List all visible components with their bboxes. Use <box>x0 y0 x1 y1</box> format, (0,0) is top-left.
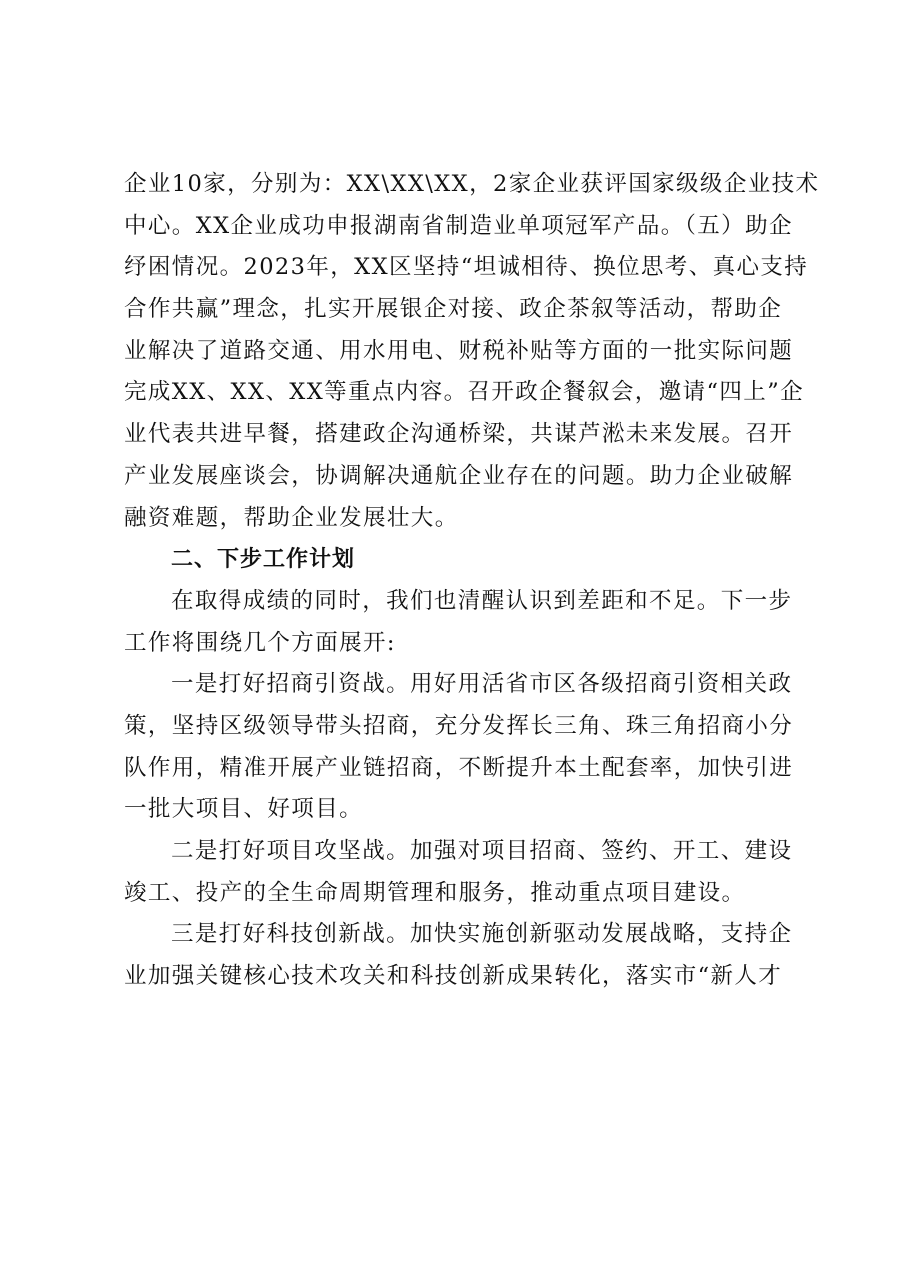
paragraph-line: 工作将围绕几个方面展开: <box>124 629 396 656</box>
document-body <box>124 164 820 998</box>
paragraph-line: 策，坚持区级领导带头招商，充分发挥长三角、珠三角招商小分 <box>124 712 794 739</box>
paragraph-line: 一批大项目、好项目。 <box>124 796 364 823</box>
paragraph-line: 完成XX、XX、XX等重点内容。召开政企餐叙会，邀请“四上”企 <box>124 379 805 406</box>
paragraph-line: 业代表共进早餐，搭建政企沟通桥梁，共谋芦淞未来发展。召开 <box>124 421 794 448</box>
paragraph-line: 纾困情况。2023年，XX区坚持“坦诚相待、换位思考、真心支持 <box>124 254 809 281</box>
paragraph-line: 业加强关键核心技术攻关和科技创新成果转化，落实市“新人才 <box>124 963 783 990</box>
paragraph-line: 一是打好招商引资战。用好用活省市区各级招商引资相关政 <box>171 671 793 698</box>
section-heading: 二、下步工作计划 <box>171 547 356 573</box>
paragraph-line: 竣工、投产的全生命周期管理和服务，推动重点项目建设。 <box>124 879 746 906</box>
paragraph-line: 中心。XX企业成功申报湖南省制造业单项冠军产品。（五）助企 <box>124 212 793 239</box>
paragraph-line: 三是打好科技创新战。加快实施创新驱动发展战略，支持企 <box>171 921 793 948</box>
paragraph-line: 产业发展座谈会，协调解决通航企业存在的问题。助力企业破解 <box>124 462 794 489</box>
paragraph-line: 队作用，精准开展产业链招商，不断提升本土配套率，加快引进 <box>124 754 794 781</box>
paragraph-line: 合作共赢”理念，扎实开展银企对接、政企茶叙等活动，帮助企 <box>124 296 783 323</box>
paragraph-line: 业解决了道路交通、用水用电、财税补贴等方面的一批实际问题 <box>124 337 794 364</box>
paragraph-line: 融资难题，帮助企业发展壮大。 <box>124 504 459 531</box>
paragraph-line: 二是打好项目攻坚战。加强对项目招商、签约、开工、建设 <box>171 838 793 864</box>
paragraph-line: 企业10家，分别为：XX\XX\XX，2家企业获评国家级级企业技术 <box>124 171 820 197</box>
paragraph-line: 在取得成绩的同时，我们也清醒认识到差距和不足。下一步 <box>171 587 793 614</box>
